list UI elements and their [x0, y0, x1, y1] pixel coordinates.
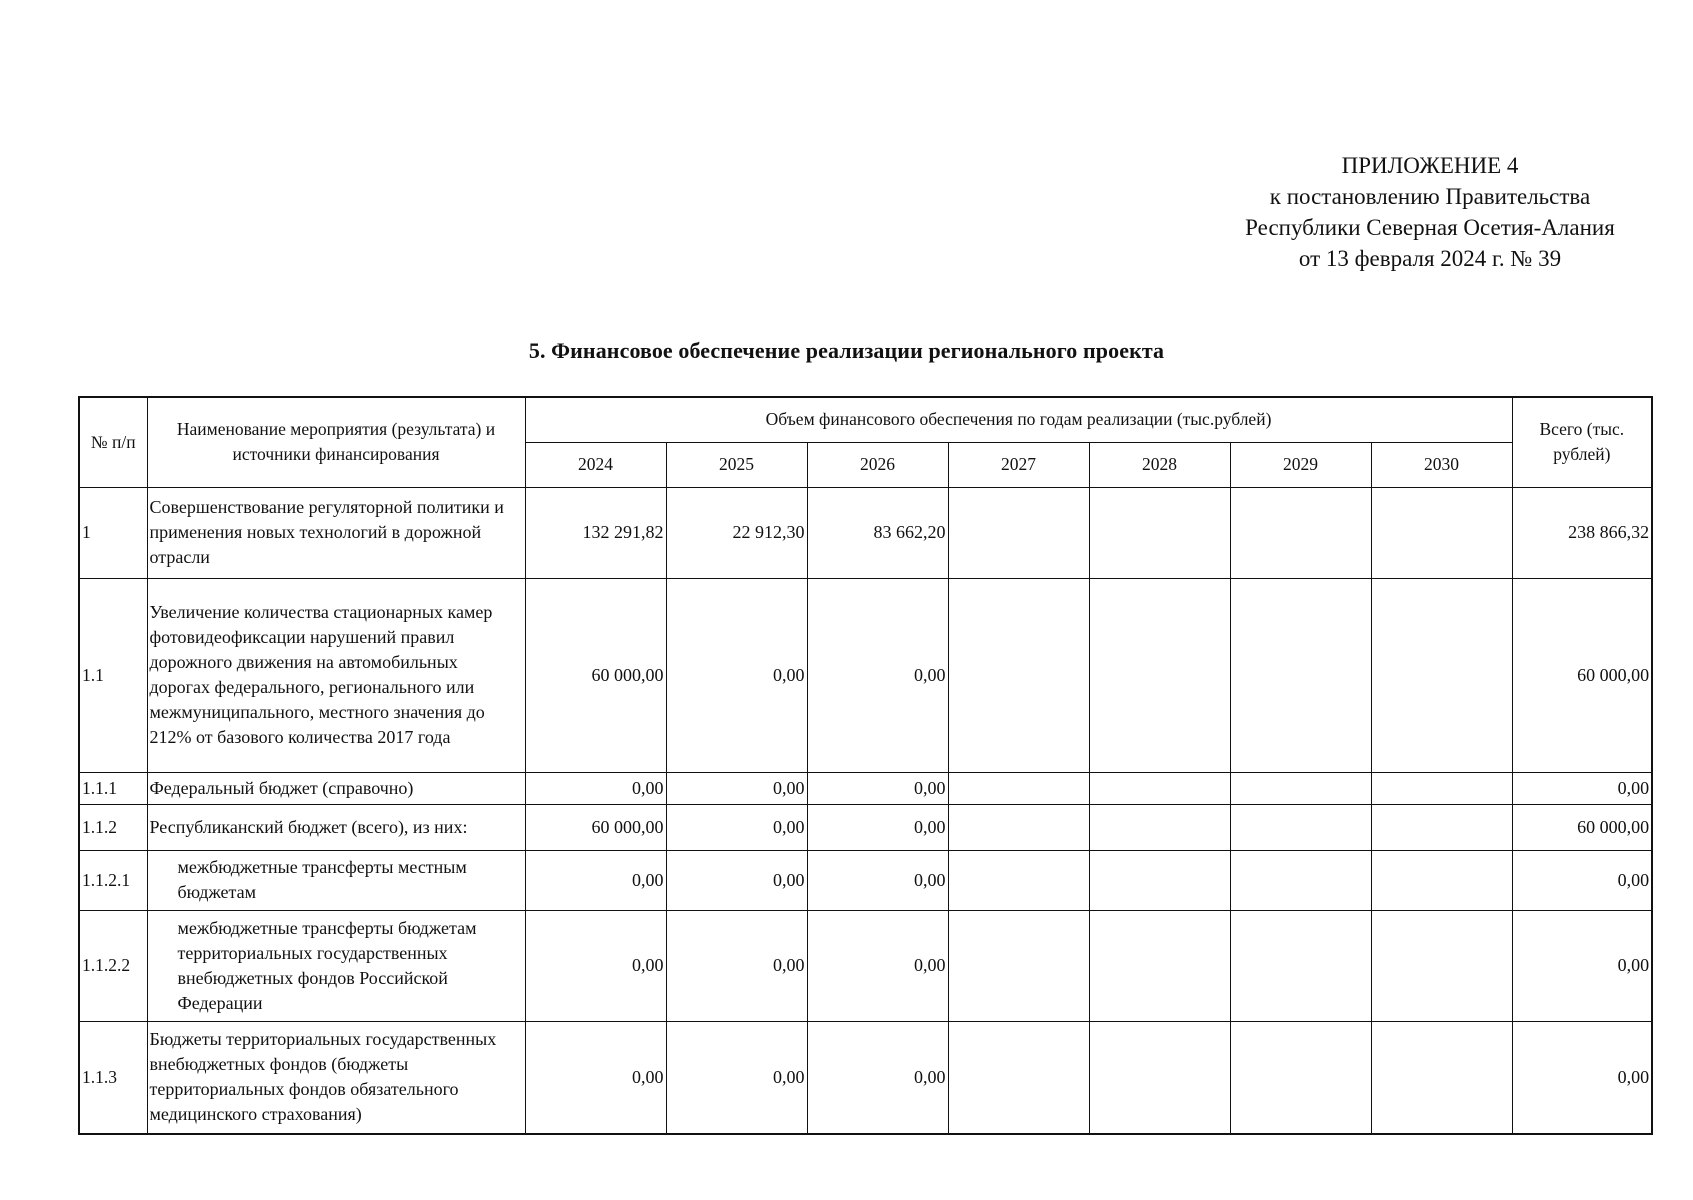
- decree-reference: к постановлению Правительства: [1269, 184, 1591, 209]
- value-2026: 0,00: [807, 804, 948, 850]
- value-total: 0,00: [1512, 772, 1652, 804]
- value-2024: 132 291,82: [525, 487, 666, 578]
- appendix-label: ПРИЛОЖЕНИЕ 4: [1341, 153, 1519, 178]
- value-2030: [1371, 772, 1512, 804]
- row-name: Республиканский бюджет (всего), из них:: [147, 804, 525, 850]
- value-2027: [948, 910, 1089, 1021]
- table-header-row: [79, 397, 1652, 442]
- table-row: [79, 487, 1652, 578]
- value-2027: [948, 1021, 1089, 1134]
- section-title: 5. Финансовое обеспечение реализации регионального проекта: [528, 338, 1165, 363]
- value-2029: [1230, 850, 1371, 910]
- value-2027: [948, 850, 1089, 910]
- value-2026: 0,00: [807, 1021, 948, 1134]
- value-2026: 0,00: [807, 910, 948, 1021]
- value-2024: 0,00: [525, 850, 666, 910]
- table-row: [79, 850, 1652, 910]
- value-total: 0,00: [1512, 910, 1652, 1021]
- value-2029: [1230, 487, 1371, 578]
- row-number: 1.1.3: [79, 1021, 147, 1134]
- value-total: 238 866,32: [1512, 487, 1652, 578]
- value-2027: [948, 578, 1089, 772]
- value-2025: 0,00: [666, 850, 807, 910]
- row-number: 1.1.2: [79, 804, 147, 850]
- value-2025: 0,00: [666, 578, 807, 772]
- year-header: 2027: [948, 442, 1089, 487]
- value-2029: [1230, 578, 1371, 772]
- value-2030: [1371, 850, 1512, 910]
- year-header: 2024: [525, 442, 666, 487]
- value-2025: 0,00: [666, 804, 807, 850]
- table-row: [79, 910, 1652, 1021]
- value-2027: [948, 772, 1089, 804]
- value-2029: [1230, 772, 1371, 804]
- value-2025: 0,00: [666, 1021, 807, 1134]
- financing-table: [78, 396, 1653, 1135]
- value-total: 0,00: [1512, 850, 1652, 910]
- value-2030: [1371, 578, 1512, 772]
- value-2030: [1371, 910, 1512, 1021]
- row-number: 1.1.2.2: [79, 910, 147, 1021]
- value-2028: [1089, 578, 1230, 772]
- table-row: [79, 804, 1652, 850]
- value-2028: [1089, 850, 1230, 910]
- value-total: 60 000,00: [1512, 804, 1652, 850]
- value-total: 60 000,00: [1512, 578, 1652, 772]
- value-2024: 60 000,00: [525, 578, 666, 772]
- value-2028: [1089, 910, 1230, 1021]
- row-number: 1: [79, 487, 147, 578]
- value-2030: [1371, 487, 1512, 578]
- appendix-header: [1240, 150, 1620, 274]
- table-row: [79, 578, 1652, 772]
- row-name: Совершенствование регуляторной политики и применения новых технологий в дорожной отрасли: [147, 487, 525, 578]
- column-header-number: № п/п: [79, 397, 147, 487]
- value-2027: [948, 487, 1089, 578]
- value-2026: 83 662,20: [807, 487, 948, 578]
- value-2030: [1371, 1021, 1512, 1134]
- column-header-name: Наименование мероприятия (результата) и источники финансирования: [147, 397, 525, 487]
- republic-name: Республики Северная Осетия-Алания: [1245, 215, 1615, 240]
- value-2024: 0,00: [525, 1021, 666, 1134]
- row-number: 1.1: [79, 578, 147, 772]
- value-2029: [1230, 1021, 1371, 1134]
- value-2029: [1230, 804, 1371, 850]
- table-row: [79, 772, 1652, 804]
- value-total: 0,00: [1512, 1021, 1652, 1134]
- row-number: 1.1.2.1: [79, 850, 147, 910]
- value-2026: 0,00: [807, 850, 948, 910]
- table-row: [79, 1021, 1652, 1134]
- year-header: 2028: [1089, 442, 1230, 487]
- value-2026: 0,00: [807, 772, 948, 804]
- row-name: межбюджетные трансферты местным бюджетам: [147, 850, 525, 910]
- row-name: Увеличение количества стационарных камер фотовидеофиксации нарушений правил дорожного движения на автомобильных дорогах федерального, регионального или межмуниципального, местного значения до 212% от базового количества 2017 года: [147, 578, 525, 772]
- year-header: 2025: [666, 442, 807, 487]
- row-name: Федеральный бюджет (справочно): [147, 772, 525, 804]
- value-2028: [1089, 1021, 1230, 1134]
- year-header: 2026: [807, 442, 948, 487]
- value-2024: 0,00: [525, 910, 666, 1021]
- value-2024: 60 000,00: [525, 804, 666, 850]
- value-2025: 0,00: [666, 772, 807, 804]
- value-2027: [948, 804, 1089, 850]
- value-2030: [1371, 804, 1512, 850]
- year-header: 2029: [1230, 442, 1371, 487]
- value-2029: [1230, 910, 1371, 1021]
- value-2025: 22 912,30: [666, 487, 807, 578]
- value-2025: 0,00: [666, 910, 807, 1021]
- row-number: 1.1.1: [79, 772, 147, 804]
- row-name: межбюджетные трансферты бюджетам территориальных государственных внебюджетных фондов Российской Федерации: [147, 910, 525, 1021]
- value-2028: [1089, 487, 1230, 578]
- decree-date: от 13 февраля 2024 г. № 39: [1298, 246, 1562, 271]
- column-header-volume: Объем финансового обеспечения по годам реализации (тыс.рублей): [525, 397, 1512, 442]
- value-2026: 0,00: [807, 578, 948, 772]
- value-2028: [1089, 804, 1230, 850]
- year-header: 2030: [1371, 442, 1512, 487]
- value-2024: 0,00: [525, 772, 666, 804]
- column-header-total: Всего (тыс. рублей): [1512, 397, 1652, 487]
- value-2028: [1089, 772, 1230, 804]
- row-name: Бюджеты территориальных государственных внебюджетных фондов (бюджеты территориальных фондов обязательного медицинского страхования): [147, 1021, 525, 1134]
